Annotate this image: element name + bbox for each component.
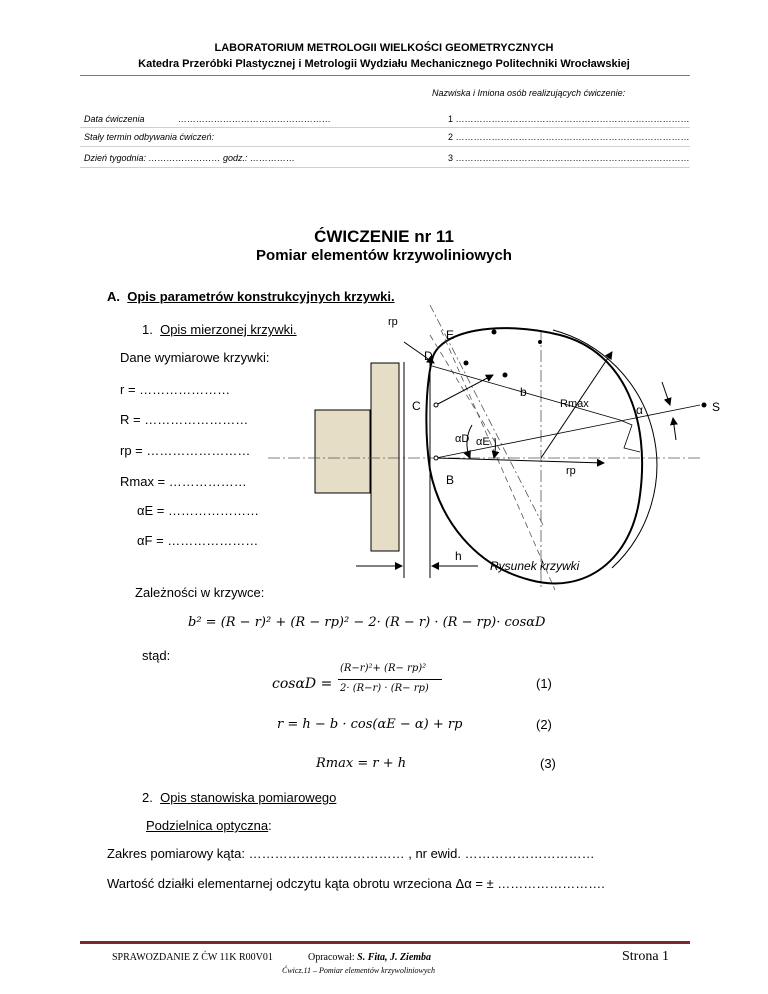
stad-label: stąd: bbox=[142, 648, 171, 663]
podzielnica-heading bbox=[146, 818, 272, 833]
label-E: E bbox=[446, 328, 455, 342]
date-label: Data ćwiczenia bbox=[84, 114, 145, 124]
fraction-bar bbox=[338, 679, 442, 680]
section-letter: A. bbox=[107, 289, 120, 304]
label-alpha: α bbox=[636, 403, 643, 417]
names-label: Nazwiska i Imiona osób realizujących ćwiczenie: bbox=[432, 88, 626, 98]
department-title: Katedra Przeróbki Plastycznej i Metrologii Wydziału Mechanicznego Politechniki Wrocławskiej bbox=[138, 58, 630, 70]
b-arrow bbox=[436, 375, 493, 405]
label-rp-top: rp bbox=[388, 316, 398, 328]
person-3-field[interactable]: 3 …………………………………………………………………… bbox=[448, 153, 690, 163]
exercise-title: ĆWICZENIE nr 11 bbox=[314, 227, 454, 246]
eq3: Rmax = r + h bbox=[316, 756, 407, 771]
point-top bbox=[538, 340, 542, 344]
person-1-field[interactable]: 1 …………………………………………………………………… bbox=[448, 114, 690, 124]
podzielnica-colon: : bbox=[268, 818, 272, 833]
eq2-number: (2) bbox=[536, 717, 552, 732]
item-2-heading bbox=[142, 790, 336, 805]
label-b: b bbox=[520, 385, 527, 399]
eq1-denominator: 2· (R−r) · (R− rp) bbox=[340, 683, 429, 694]
item-2-title: Opis stanowiska pomiarowego bbox=[160, 790, 337, 805]
item-1-number: 1. bbox=[142, 322, 153, 337]
page-number: Strona 1 bbox=[622, 949, 670, 964]
label-h: h bbox=[455, 549, 462, 563]
exercise-subtitle: Pomiar elementów krzywoliniowych bbox=[256, 247, 512, 264]
footer-doc-id: SPRAWOZDANIE Z ĆW 11K R00V01 bbox=[112, 952, 273, 963]
day-time-field[interactable]: Dzień tygodnia: …………………… godz.: …………… bbox=[84, 153, 296, 163]
eq2: r = h − b · cos(αE − α) + rp bbox=[277, 717, 463, 732]
label-alphaE: αE bbox=[476, 436, 490, 448]
s-line bbox=[436, 405, 700, 458]
alpha-arrow bbox=[673, 418, 676, 440]
footer-prepared bbox=[308, 952, 431, 963]
dim-Rmax: Rmax = ……………… bbox=[120, 474, 247, 489]
dims-label: Dane wymiarowe krzywki: bbox=[120, 350, 270, 365]
point-S bbox=[702, 403, 707, 408]
label-alphaD: αD bbox=[455, 433, 470, 445]
term-label: Stały termin odbywania ćwiczeń: bbox=[84, 132, 215, 142]
point-B bbox=[434, 456, 438, 460]
footer-center: Ćwicz.11 – Pomiar elementów krzywoliniowych bbox=[282, 966, 435, 975]
dim-alphaE: αE = ………………… bbox=[137, 503, 260, 518]
zakres-field[interactable]: Zakres pomiarowy kąta: ……………………………… , nr ewid. ………………………… bbox=[107, 846, 595, 861]
label-Rmax: Rmax bbox=[560, 398, 589, 410]
eq1-lhs: cosαD = bbox=[272, 676, 333, 692]
prepared-label: Opracował: bbox=[308, 952, 355, 963]
item-1-title: Opis mierzonej krzywki. bbox=[160, 322, 297, 337]
alpha-arrow bbox=[662, 382, 670, 405]
prepared-names: S. Fita, J. Ziemba bbox=[357, 952, 432, 963]
podzielnica-label: Podzielnica optyczna bbox=[146, 818, 269, 833]
footer-rule bbox=[80, 941, 690, 944]
person-2-field[interactable]: 2 …………………………………………………………………… bbox=[448, 132, 690, 142]
shaft bbox=[315, 410, 370, 493]
eq3-number: (3) bbox=[540, 756, 556, 771]
point-E bbox=[492, 330, 497, 335]
item-2-number: 2. bbox=[142, 790, 153, 805]
main-equation: b² = (R − r)² + (R − rp)² − 2· (R − r) · (R − rp)· cosαD bbox=[188, 615, 546, 630]
break-mark bbox=[620, 420, 640, 452]
lab-title: LABORATORIUM METROLOGII WIELKOŚCI GEOMETRYCZNYCH bbox=[214, 42, 554, 54]
holder-plate bbox=[371, 363, 399, 551]
point-b bbox=[503, 373, 508, 378]
label-C: C bbox=[412, 399, 421, 413]
dim-r: r = ………………… bbox=[120, 382, 231, 397]
relations-label: Zależności w krzywce: bbox=[135, 585, 265, 600]
figure-caption: Rysunek krzywki bbox=[490, 559, 580, 573]
label-B: B bbox=[446, 473, 455, 487]
dim-rp: rp = …………………… bbox=[120, 443, 251, 458]
point-D bbox=[464, 361, 469, 366]
label-S: S bbox=[712, 400, 721, 414]
label-D: D bbox=[424, 349, 433, 363]
rp-line bbox=[436, 458, 604, 463]
dim-R: R = …………………… bbox=[120, 412, 249, 427]
eq1-number: (1) bbox=[536, 676, 552, 691]
wartosc-field[interactable]: Wartość działki elementarnej odczytu kąta obrotu wrzeciona Δα = ± ……………………. bbox=[107, 876, 605, 891]
point-C bbox=[434, 403, 438, 407]
cam-contour bbox=[426, 328, 642, 583]
eq1-numerator: (R−r)²+ (R− rp)² bbox=[340, 663, 427, 674]
section-a-title: Opis parametrów konstrukcyjnych krzywki. bbox=[127, 289, 395, 304]
label-rp-right: rp bbox=[566, 465, 576, 477]
date-field[interactable]: …………………………………………… bbox=[178, 114, 331, 124]
dim-alphaF: αF = ………………… bbox=[137, 533, 259, 548]
